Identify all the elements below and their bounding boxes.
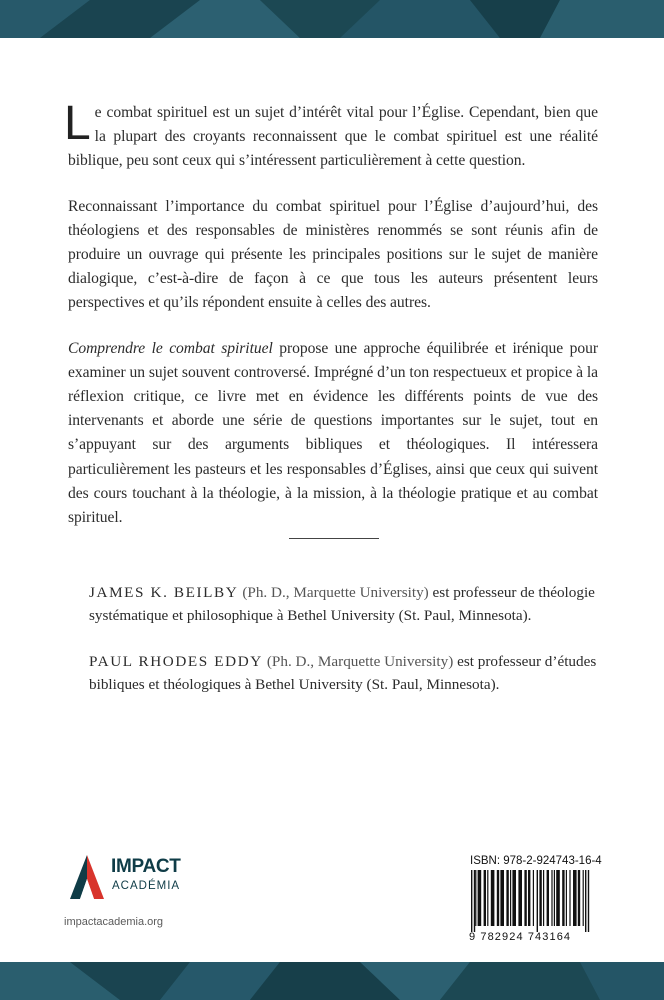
barcode-bar (512, 870, 516, 926)
bottom-band-pattern (0, 962, 664, 1000)
author-bio-text: est professeur d’études bibliques et théologiques à Bethel University (St. Paul, Minnesota). (89, 653, 597, 693)
barcode (469, 870, 612, 932)
barcode-bar (566, 870, 567, 926)
barcode-bar (543, 870, 544, 926)
barcode-bar (474, 870, 475, 932)
barcode-bar (497, 870, 499, 926)
author-bio-text: est professeur de théologie systématique et philosophique à Bethel University (St. Paul, Minnesota). (89, 584, 595, 624)
author-name: PAUL RHODES EDDY (89, 653, 263, 670)
barcode-bar (578, 870, 580, 926)
barcode-bar (569, 870, 570, 926)
paragraph-intro (64, 97, 598, 174)
barcode-bar (533, 870, 534, 926)
barcode-bar (583, 870, 584, 926)
barcode-bar (484, 870, 486, 926)
barcode-bar (518, 870, 522, 926)
author-credentials: (Ph. D., Marquette University) (266, 653, 454, 670)
barcode-bar (491, 870, 495, 926)
barcode-bar (500, 870, 504, 926)
author-credentials: (Ph. D., Marquette University) (242, 584, 429, 601)
author-name: JAMES K. BEILBY (89, 584, 239, 601)
barcode-bar (478, 870, 482, 926)
barcode-bar (506, 870, 508, 926)
barcode-bar (562, 870, 564, 926)
publisher-mountain-icon (70, 855, 106, 901)
barcode-bar (539, 870, 541, 926)
barcode-bar (585, 870, 586, 932)
paragraph-summary-text: propose une approche équilibrée et irénique pour examiner un sujet souvent controversé. Imprégné d’un ton respectueux et propice à la réflexion critique, ce livre met en évidence les différents points de vue des intervenants et aborde une série de questions importantes sur le sujet, tout en s’appuyant sur des arguments bibliques et théologiques. Il intéressera particulièrement les pasteurs et les responsables d’Églises, ainsi que ceux qui suivent des cours touchant à la théologie, à la mission, à la théologie pratique et au combat spirituel. (68, 339, 598, 527)
publisher-name: IMPACT (111, 856, 181, 877)
publisher-logo (64, 855, 224, 935)
section-divider (289, 538, 379, 539)
isbn-digits: 9 782924 743164 (469, 931, 572, 943)
isbn-label: ISBN: 978-2-924743-16-4 (470, 855, 602, 867)
isbn-block (469, 855, 612, 943)
barcode-bar (554, 870, 555, 926)
publisher-subname: ACADÉMIA (112, 880, 181, 892)
barcode-bar (528, 870, 530, 926)
barcode-bar (524, 870, 526, 926)
publisher-url: impactacademia.org (64, 916, 164, 928)
barcode-bar (471, 870, 472, 932)
barcode-bar (551, 870, 552, 926)
top-decorative-band (0, 0, 664, 38)
author-bio-beilby (89, 581, 609, 627)
top-band-pattern (0, 0, 664, 38)
barcode-bar (573, 870, 577, 926)
paragraph-context: Reconnaissant l’importance du combat spirituel pour l’Église d’aujourd’hui, des théologiens et des responsables de ministères renommés se sont réunis afin de produire un ouvrage qui présente les principales positions sur le sujet de manière dialogique, c’est-à-dire de façon à ce que tous les auteurs présentent leurs perspectives et qu’ils répondent ensuite à celles des autres. (68, 197, 598, 312)
paragraph-summary (68, 337, 598, 531)
barcode-bar (510, 870, 511, 926)
bottom-decorative-band (0, 962, 664, 1000)
paragraph-intro-text: e combat spirituel est un sujet d’intérêt vital pour l’Église. Cependant, bien que la plupart des croyants reconnaissent que le combat spirituel est une réalité biblique, peu sont ceux qui s’intéressent particulièrement à cette question. (68, 104, 598, 170)
back-cover-description (64, 97, 598, 551)
barcode-bar (588, 870, 589, 932)
book-title: Comprendre le combat spirituel (68, 339, 273, 357)
drop-cap: L (64, 97, 91, 150)
barcode-bar (487, 870, 488, 926)
barcode-bar (537, 870, 538, 932)
barcode-bar (475, 870, 476, 926)
author-bio-eddy (89, 650, 609, 696)
barcode-bar (556, 870, 560, 926)
barcode-bar (547, 870, 549, 926)
